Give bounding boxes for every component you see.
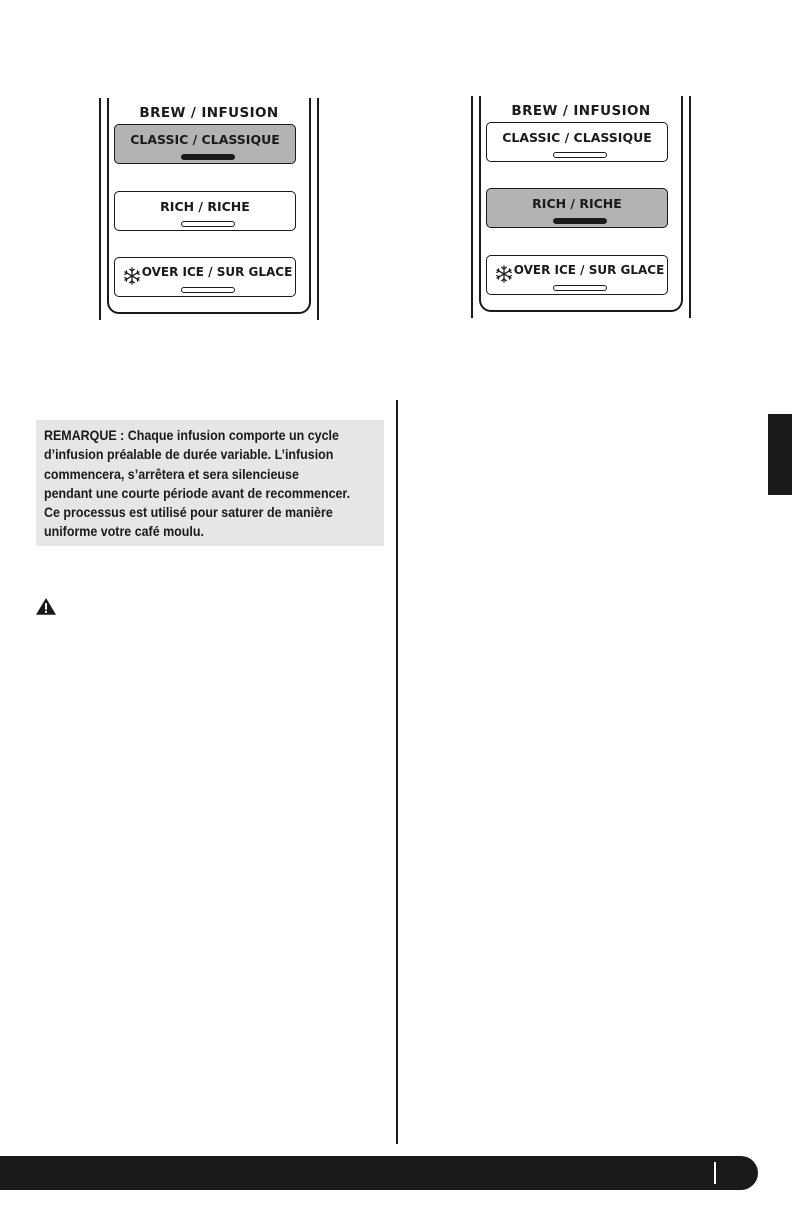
panel-side-rail [471, 96, 473, 318]
note-line: uniforme votre café moulu. [44, 523, 204, 540]
over-ice-indicator-light [553, 285, 607, 291]
remarque-note-text [44, 426, 386, 542]
note-line: REMARQUE : Chaque infusion comporte un cycle [44, 427, 339, 443]
rich-button[interactable] [114, 191, 296, 231]
over-ice-indicator-light [181, 287, 235, 293]
over-ice-button[interactable] [486, 255, 668, 295]
rich-button-label: RICH / RICHE [532, 196, 622, 211]
classic-button[interactable] [486, 122, 668, 162]
note-line: commencera, s’arrêtera et sera silencieuse [44, 465, 299, 482]
over-ice-button-label: OVER ICE / SUR GLACE [513, 263, 665, 277]
brew-panel-classic-selected [99, 98, 319, 320]
note-line: pendant une courte période avant de recommencer. [44, 484, 351, 501]
rich-button[interactable] [486, 188, 668, 228]
column-divider [396, 400, 398, 1144]
rich-button-label: RICH / RICHE [160, 199, 250, 214]
classic-button[interactable] [114, 124, 296, 164]
note-line: Ce processus est utilisé pour saturer de manière [44, 504, 333, 521]
snowflake-icon [123, 267, 141, 285]
panel-side-rail [99, 98, 101, 320]
rich-indicator-light [181, 221, 235, 227]
note-line: d’infusion préalable de durée variable. L’infusion [44, 446, 334, 463]
footer-bar [0, 1156, 758, 1190]
panel-heading: BREW / INFUSION [139, 105, 279, 121]
remarque-note-box [36, 420, 384, 546]
classic-button-label: CLASSIC / CLASSIQUE [502, 130, 652, 145]
panel-side-rail [689, 96, 691, 318]
over-ice-button-label: OVER ICE / SUR GLACE [141, 265, 293, 279]
panel-heading: BREW / INFUSION [511, 103, 651, 119]
over-ice-button[interactable] [114, 257, 296, 297]
rich-indicator-light [553, 218, 607, 224]
classic-indicator-light [181, 154, 235, 160]
snowflake-icon [495, 265, 513, 283]
footer-separator [714, 1162, 716, 1184]
panel-side-rail [317, 98, 319, 320]
language-side-tab [768, 414, 792, 495]
classic-button-label: CLASSIC / CLASSIQUE [130, 132, 280, 147]
classic-indicator-light [553, 152, 607, 158]
warning-triangle-icon [36, 598, 56, 615]
brew-panel-rich-selected [471, 96, 691, 318]
